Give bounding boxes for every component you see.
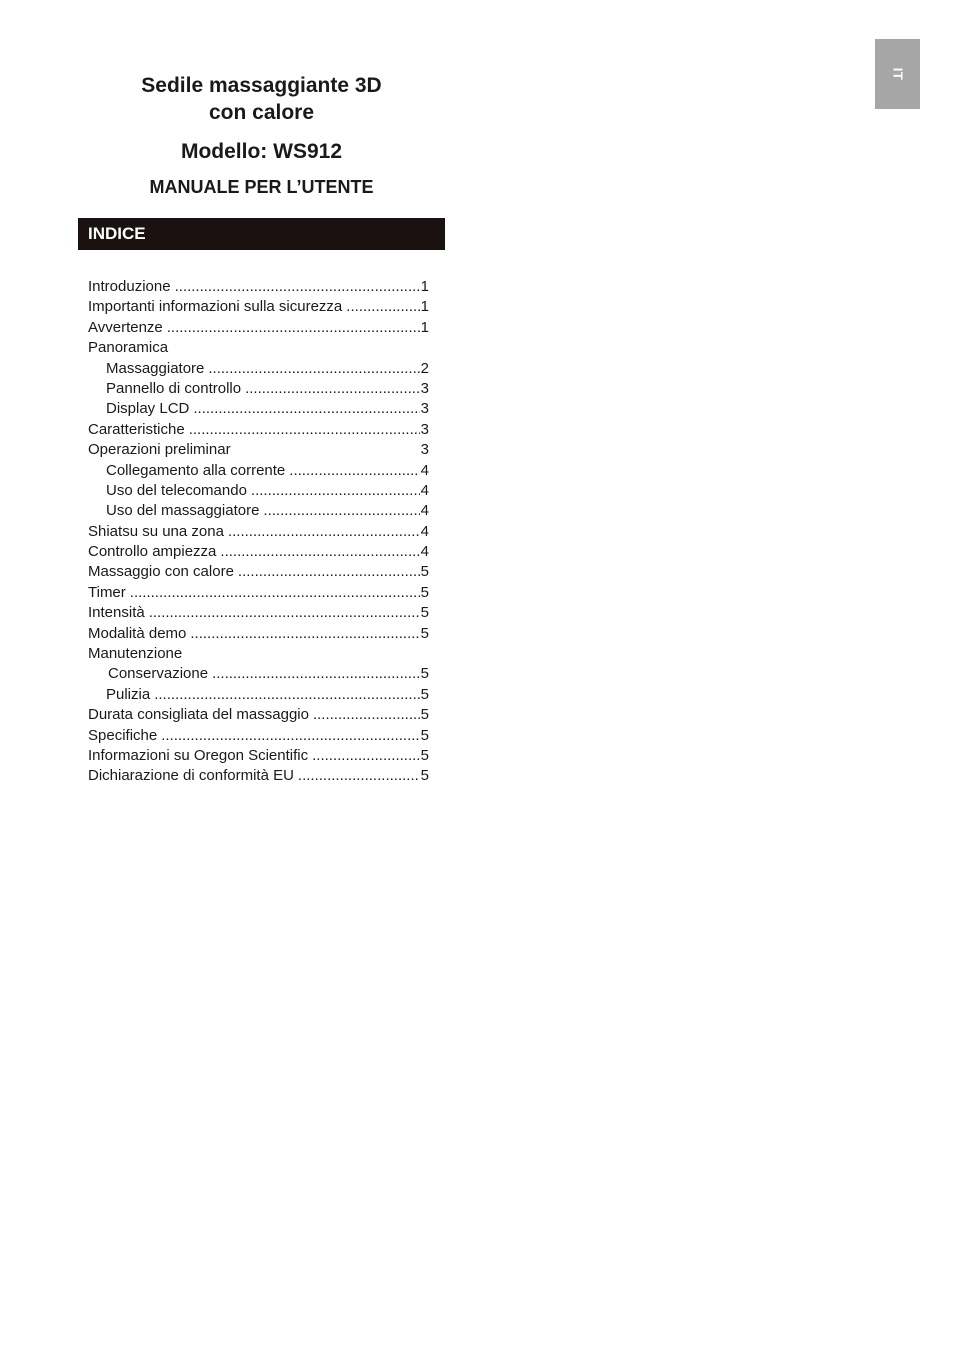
toc-entry-page: 4 — [420, 502, 429, 520]
toc-entry-page: 4 — [420, 481, 429, 499]
toc-entry-label: Operazioni preliminar — [88, 441, 231, 459]
toc-entry-page: 5 — [420, 706, 429, 724]
section-header-label: INDICE — [88, 224, 146, 243]
product-title-line-2: con calore — [208, 101, 315, 124]
toc-entry — [88, 523, 429, 543]
toc-entry-page: 3 — [420, 420, 429, 438]
toc-dot-leader — [245, 380, 420, 397]
toc-entry-label: Controllo ampiezza — [88, 543, 217, 561]
language-tab — [875, 39, 920, 109]
toc-entry — [88, 665, 429, 685]
toc-dot-leader — [312, 747, 420, 764]
toc-entry — [88, 360, 429, 380]
toc-entry — [88, 462, 429, 482]
toc-dot-leader — [190, 625, 419, 642]
toc-dot-leader — [228, 523, 420, 540]
toc-entry — [88, 727, 429, 747]
toc-dot-leader — [298, 767, 420, 784]
toc-dot-leader — [149, 604, 420, 621]
toc-entry-label: Panoramica — [88, 339, 169, 357]
toc-entry — [88, 747, 429, 767]
toc-entry — [88, 563, 429, 583]
toc-dot-leader — [289, 462, 419, 479]
toc-entry — [88, 706, 429, 726]
toc-entry — [88, 604, 429, 624]
toc-entry — [88, 441, 429, 461]
section-header-index — [78, 218, 445, 250]
toc-entry-page: 3 — [420, 441, 429, 459]
table-of-contents — [88, 278, 429, 788]
toc-dot-leader — [154, 686, 419, 703]
toc-entry-page: 5 — [420, 767, 429, 785]
toc-entry — [88, 482, 429, 502]
toc-entry — [88, 686, 429, 706]
toc-entry-page: 3 — [420, 379, 429, 397]
toc-entry — [88, 380, 429, 400]
toc-entry-label: Collegamento alla corrente — [106, 461, 286, 479]
toc-entry-page: 5 — [420, 563, 429, 581]
toc-dot-leader — [130, 584, 420, 601]
toc-entry-page: 5 — [420, 665, 429, 683]
toc-entry — [88, 584, 429, 604]
toc-entry — [88, 319, 429, 339]
toc-entry — [88, 502, 429, 522]
toc-entry-page: 4 — [420, 543, 429, 561]
toc-dot-leader — [167, 319, 420, 336]
toc-entry — [88, 767, 429, 787]
toc-entry-label: Manutenzione — [88, 645, 183, 663]
toc-entry-label: Intensità — [88, 604, 145, 622]
toc-entry-label: Informazioni su Oregon Scientific — [88, 746, 309, 764]
toc-entry-label: Display LCD — [106, 400, 190, 418]
toc-entry-label: Pannello di controllo — [106, 379, 242, 397]
toc-entry-page: 1 — [420, 278, 429, 295]
manual-subtitle: MANUALE PER L’UTENTE — [149, 177, 374, 197]
toc-entry — [88, 421, 429, 441]
toc-entry-page: 5 — [420, 624, 429, 642]
toc-entry — [88, 298, 429, 318]
toc-entry-label: Uso del telecomando — [106, 481, 247, 499]
toc-dot-leader — [263, 502, 419, 519]
toc-entry — [88, 625, 429, 645]
toc-entry-page: 5 — [420, 583, 429, 601]
toc-entry-label: Durata consigliata del massaggio — [88, 706, 309, 724]
toc-entry — [88, 278, 429, 298]
toc-entry-page: 1 — [420, 318, 429, 336]
toc-entry-label: Caratteristiche — [88, 420, 185, 438]
toc-entry-label: Specifiche — [88, 726, 158, 744]
toc-dot-leader — [208, 360, 419, 377]
model-number: Modello: WS912 — [180, 140, 343, 163]
toc-entry-page: 4 — [420, 461, 429, 479]
toc-entry-label: Dichiarazione di conformità EU — [88, 767, 294, 785]
toc-entry-page: 3 — [420, 400, 429, 418]
toc-entry-page: 5 — [420, 746, 429, 764]
toc-dot-leader — [346, 298, 419, 315]
toc-dot-leader — [161, 727, 419, 744]
toc-entry-page: 5 — [420, 726, 429, 744]
toc-entry-page: 5 — [420, 604, 429, 622]
toc-entry-page: 2 — [420, 359, 429, 377]
toc-entry — [88, 645, 429, 665]
toc-dot-leader — [313, 706, 420, 723]
toc-entry — [88, 543, 429, 563]
toc-entry-label: Introduzione — [88, 278, 171, 295]
toc-dot-leader — [238, 563, 420, 580]
toc-entry-label: Avvertenze — [88, 318, 163, 336]
product-title-line-1: Sedile massaggiante 3D — [141, 74, 382, 97]
toc-entry-label: Massaggio con calore — [88, 563, 234, 581]
toc-entry-page: 5 — [420, 685, 429, 703]
toc-dot-leader — [220, 543, 419, 560]
toc-entry-label: Pulizia — [106, 685, 151, 703]
toc-dot-leader — [175, 278, 420, 295]
toc-entry — [88, 400, 429, 420]
toc-dot-leader — [189, 421, 420, 438]
toc-entry-label: Massaggiatore — [106, 359, 205, 377]
toc-dot-leader — [251, 482, 420, 499]
document-header — [78, 72, 445, 199]
toc-entry-label: Importanti informazioni sulla sicurezza — [88, 298, 343, 316]
toc-dot-leader — [212, 665, 420, 682]
toc-entry-label: Shiatsu su una zona — [88, 522, 224, 540]
toc-dot-leader — [193, 400, 419, 417]
toc-entry-label: Uso del massaggiatore — [106, 502, 260, 520]
toc-entry-page: 1 — [420, 298, 429, 316]
toc-entry — [88, 339, 429, 359]
toc-entry-page: 4 — [420, 522, 429, 540]
toc-entry-label: Timer — [88, 583, 126, 601]
toc-entry-label: Modalità demo — [88, 624, 187, 642]
toc-entry-label: Conservazione — [108, 665, 209, 683]
language-tab-label: IT — [890, 67, 905, 81]
